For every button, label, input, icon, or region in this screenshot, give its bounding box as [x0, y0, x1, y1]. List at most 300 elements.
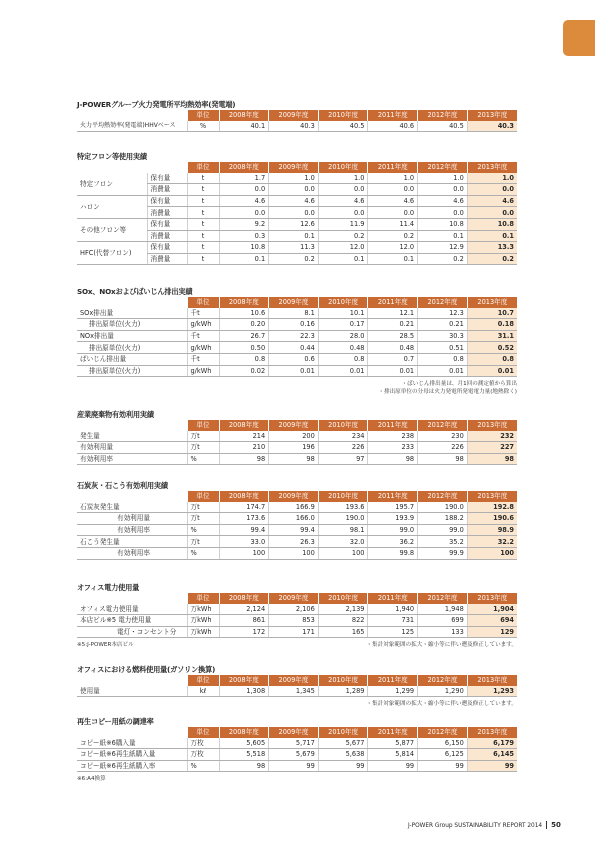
cell-value: 172	[219, 626, 269, 638]
cell-value: 33.0	[219, 536, 269, 548]
cell-value: 0.01	[418, 365, 468, 377]
footnote: ・ばいじん排出量は、月1回の測定値から算出	[401, 381, 517, 388]
cell-value: 36.2	[368, 536, 418, 548]
cell-value-latest: 0.18	[467, 319, 517, 331]
cell-value: 99.4	[269, 524, 319, 536]
cell-value-latest: 100	[467, 547, 517, 559]
row-label: 消費量	[147, 230, 187, 242]
page-number: 50	[546, 821, 561, 829]
table-header-row	[77, 675, 517, 686]
cell-value-latest: 98.9	[467, 524, 517, 536]
table-row	[77, 760, 517, 772]
cell-value: 5,877	[368, 738, 418, 749]
cell-value-latest: 1.0	[467, 173, 517, 184]
row-unit: t	[187, 184, 219, 196]
table-row	[77, 524, 517, 536]
cell-value: 1,345	[269, 686, 319, 697]
cell-value-latest: 31.1	[467, 330, 517, 342]
cell-value-latest: 99	[467, 760, 517, 772]
cell-value: 1.0	[269, 173, 319, 184]
cell-value: 0.0	[368, 207, 418, 219]
year-header: 2011年度	[368, 110, 418, 121]
cell-value: 5,679	[269, 749, 319, 761]
unit-header: 単位	[187, 420, 219, 431]
year-header: 2011年度	[368, 593, 418, 604]
cell-value: 0.01	[318, 365, 368, 377]
section-title: J-POWERグループ火力発電所平均熱効率(発電端)	[77, 100, 236, 109]
row-unit: t	[187, 218, 219, 230]
cell-value: 1.7	[219, 173, 269, 184]
cell-value: 12.1	[368, 308, 418, 319]
table-header-row	[77, 491, 517, 502]
row-label: 本店ビル※5 電力使用量	[77, 615, 187, 627]
row-label: 有効利用量	[77, 513, 187, 525]
sox-nox-table	[77, 297, 517, 377]
cell-value: 0.50	[219, 342, 269, 354]
cell-value: 12.0	[368, 242, 418, 254]
section-title: 特定フロン等使用実績	[77, 152, 147, 161]
year-header: 2008年度	[219, 420, 269, 431]
cell-value-latest: 0.52	[467, 342, 517, 354]
cell-value: 822	[318, 615, 368, 627]
section-office-fuel	[77, 664, 517, 708]
row-unit: %	[187, 453, 219, 465]
cell-value: 190.0	[418, 502, 468, 513]
cell-value: 40.1	[219, 121, 269, 132]
cell-value: 1,299	[368, 686, 418, 697]
row-label: ばいじん排出量	[77, 353, 187, 365]
cell-value: 32.0	[318, 536, 368, 548]
cell-value: 10.8	[418, 218, 468, 230]
row-label: 使用量	[77, 686, 187, 697]
cell-value-latest: 98	[467, 453, 517, 465]
cell-value: 5,518	[219, 749, 269, 761]
cell-value: 200	[269, 431, 319, 442]
row-label: 保有量	[147, 218, 187, 230]
cell-value: 99.0	[418, 524, 468, 536]
cell-value-latest: 1,293	[467, 686, 517, 697]
row-label: 火力平均熱効率(発電端)HHVベース	[77, 121, 187, 132]
table-header-row	[77, 727, 517, 738]
group-label: HFC(代替フロン)	[77, 242, 147, 265]
cell-value: 0.21	[418, 319, 468, 331]
cell-value-latest: 0.0	[467, 184, 517, 196]
row-label: 発生量	[77, 431, 187, 442]
footnote: ・集計対象範囲の拡大・縮小等に伴い遡及修正しています。	[366, 701, 517, 708]
row-unit: t	[187, 242, 219, 254]
cell-value: 0.1	[219, 253, 269, 265]
section-sox-nox	[77, 286, 517, 396]
table-row	[77, 686, 517, 697]
table-header-row	[77, 593, 517, 604]
table-row	[77, 195, 517, 207]
cell-value: 40.5	[318, 121, 368, 132]
year-header: 2010年度	[318, 420, 368, 431]
year-header: 2009年度	[269, 162, 319, 173]
cell-value: 1.0	[418, 173, 468, 184]
group-label: 特定フロン	[77, 173, 147, 196]
cell-value: 98	[219, 453, 269, 465]
table-row	[77, 513, 517, 525]
cell-value-latest: 4.6	[467, 195, 517, 207]
table-row	[77, 749, 517, 761]
year-header: 2011年度	[368, 491, 418, 502]
cell-value: 0.2	[368, 230, 418, 242]
year-header: 2012年度	[418, 420, 468, 431]
section-title: 石炭灰・石こう有効利用実績	[77, 481, 168, 490]
table-row	[77, 453, 517, 465]
cell-value: 40.5	[418, 121, 468, 132]
cell-value: 98	[418, 453, 468, 465]
cell-value: 0.8	[418, 353, 468, 365]
section-coal-ash-gypsum	[77, 480, 517, 560]
cell-value-latest: 6,179	[467, 738, 517, 749]
year-header: 2008年度	[219, 593, 269, 604]
table-row	[77, 442, 517, 454]
cell-value: 2,139	[318, 604, 368, 615]
cell-value: 11.3	[269, 242, 319, 254]
cell-value: 2,124	[219, 604, 269, 615]
thermal-efficiency-table	[77, 110, 517, 132]
cell-value: 214	[219, 431, 269, 442]
section-title: 産業廃棄物有効利用実績	[77, 410, 154, 419]
year-header: 2013年度	[467, 420, 517, 431]
cell-value: 166.9	[269, 502, 319, 513]
cell-value: 0.0	[269, 184, 319, 196]
row-unit: 万t	[187, 513, 219, 525]
year-header: 2009年度	[269, 491, 319, 502]
cell-value: 99.0	[368, 524, 418, 536]
cell-value: 0.17	[318, 319, 368, 331]
year-header: 2009年度	[269, 297, 319, 308]
year-header: 2008年度	[219, 675, 269, 686]
cell-value: 230	[418, 431, 468, 442]
cell-value: 1.0	[368, 173, 418, 184]
cell-value-latest: 10.7	[467, 308, 517, 319]
cell-value-latest: 232	[467, 431, 517, 442]
year-header: 2008年度	[219, 491, 269, 502]
cell-value: 1,289	[318, 686, 368, 697]
cell-value: 190.0	[318, 513, 368, 525]
table-row	[77, 536, 517, 548]
section-title: SOx、NOxおよびばいじん排出実績	[77, 287, 193, 296]
cell-value-latest: 13.3	[467, 242, 517, 254]
year-header: 2012年度	[418, 491, 468, 502]
row-label: 消費量	[147, 184, 187, 196]
section-fluorocarbon	[77, 151, 517, 265]
table-row	[77, 502, 517, 513]
row-unit: 万t	[187, 431, 219, 442]
cell-value: 0.0	[269, 207, 319, 219]
table-row	[77, 547, 517, 559]
row-unit: t	[187, 253, 219, 265]
cell-value-latest: 10.8	[467, 218, 517, 230]
cell-value: 238	[368, 431, 418, 442]
cell-value: 0.0	[219, 207, 269, 219]
row-label: 有効利用率	[77, 524, 187, 536]
section-industrial-waste	[77, 409, 517, 465]
table-header-row	[77, 297, 517, 308]
year-header: 2011年度	[368, 675, 418, 686]
unit-header: 単位	[187, 162, 219, 173]
row-unit: 万枚	[187, 749, 219, 761]
cell-value: 0.01	[269, 365, 319, 377]
cell-value: 0.02	[219, 365, 269, 377]
cell-value-latest: 129	[467, 626, 517, 638]
table-row	[77, 604, 517, 615]
cell-value-latest: 40.3	[467, 121, 517, 132]
section-title: 再生コピー用紙の調達率	[77, 717, 154, 726]
year-header: 2011年度	[368, 727, 418, 738]
row-label: 消費量	[147, 207, 187, 219]
cell-value-latest: 0.0	[467, 207, 517, 219]
cell-value-latest: 0.8	[467, 353, 517, 365]
year-header: 2013年度	[467, 110, 517, 121]
cell-value: 0.1	[269, 230, 319, 242]
row-label: オフィス電力使用量	[77, 604, 187, 615]
row-label: コピー紙※6再生紙購入率	[77, 760, 187, 772]
cell-value: 0.0	[368, 184, 418, 196]
unit-header: 単位	[187, 491, 219, 502]
cell-value: 4.6	[219, 195, 269, 207]
cell-value: 699	[418, 615, 468, 627]
year-header: 2008年度	[219, 162, 269, 173]
cell-value-latest: 192.8	[467, 502, 517, 513]
row-label: 有効利用率	[77, 453, 187, 465]
row-unit: 千t	[187, 308, 219, 319]
row-label: コピー紙※6購入量	[77, 738, 187, 749]
cell-value-latest: 694	[467, 615, 517, 627]
table-row	[77, 738, 517, 749]
row-unit: t	[187, 207, 219, 219]
cell-value: 1.0	[318, 173, 368, 184]
table-header-row	[77, 110, 517, 121]
row-label: 保有量	[147, 173, 187, 184]
row-label: 消費量	[147, 253, 187, 265]
table-row	[77, 626, 517, 638]
row-unit: g/kWh	[187, 319, 219, 331]
cell-value: 0.1	[418, 230, 468, 242]
cell-value: 12.9	[418, 242, 468, 254]
year-header: 2012年度	[418, 675, 468, 686]
year-header: 2011年度	[368, 420, 418, 431]
cell-value: 99	[269, 760, 319, 772]
cell-value: 99.8	[368, 547, 418, 559]
cell-value-latest: 0.01	[467, 365, 517, 377]
row-label: 有効利用率	[77, 547, 187, 559]
cell-value: 0.1	[368, 253, 418, 265]
row-unit: t	[187, 230, 219, 242]
cell-value: 226	[318, 442, 368, 454]
year-header: 2009年度	[269, 675, 319, 686]
year-header: 2008年度	[219, 297, 269, 308]
cell-value: 12.6	[269, 218, 319, 230]
year-header: 2010年度	[318, 110, 368, 121]
cell-value: 30.3	[418, 330, 468, 342]
cell-value: 10.6	[219, 308, 269, 319]
cell-value: 0.0	[219, 184, 269, 196]
year-header: 2012年度	[418, 110, 468, 121]
coal-ash-table	[77, 491, 517, 560]
cell-value: 5,638	[318, 749, 368, 761]
cell-value: 11.4	[368, 218, 418, 230]
year-header: 2013年度	[467, 162, 517, 173]
year-header: 2013年度	[467, 675, 517, 686]
year-header: 2010年度	[318, 727, 368, 738]
cell-value: 1,948	[418, 604, 468, 615]
report-name: J-POWER Group SUSTAINABILITY REPORT 2014	[408, 823, 543, 829]
cell-value-latest: 1,904	[467, 604, 517, 615]
cell-value: 0.51	[418, 342, 468, 354]
year-header: 2013年度	[467, 727, 517, 738]
unit-header: 単位	[187, 593, 219, 604]
cell-value: 22.3	[269, 330, 319, 342]
cell-value: 6,125	[418, 749, 468, 761]
cell-value: 100	[318, 547, 368, 559]
row-label: 有効利用量	[77, 442, 187, 454]
cell-value: 0.44	[269, 342, 319, 354]
row-label: 石こう発生量	[77, 536, 187, 548]
row-label: 保有量	[147, 242, 187, 254]
year-header: 2012年度	[418, 593, 468, 604]
office-fuel-table	[77, 675, 517, 697]
cell-value: 193.9	[368, 513, 418, 525]
row-unit: 万kWh	[187, 604, 219, 615]
fluorocarbon-table	[77, 162, 517, 265]
cell-value: 234	[318, 431, 368, 442]
table-row	[77, 615, 517, 627]
cell-value: 8.1	[269, 308, 319, 319]
page-footer	[408, 821, 578, 829]
cell-value: 133	[418, 626, 468, 638]
year-header: 2012年度	[418, 297, 468, 308]
table-row	[77, 353, 517, 365]
row-label: NOx排出量	[77, 330, 187, 342]
cell-value: 173.6	[219, 513, 269, 525]
year-header: 2012年度	[418, 727, 468, 738]
cell-value: 193.6	[318, 502, 368, 513]
cell-value: 0.0	[418, 207, 468, 219]
year-header: 2010年度	[318, 297, 368, 308]
footnote: ・集計対象範囲の拡大・縮小等に伴い遡及修正しています。	[366, 642, 517, 649]
year-header: 2013年度	[467, 491, 517, 502]
cell-value: 0.8	[318, 353, 368, 365]
cell-value: 0.48	[368, 342, 418, 354]
row-unit: 万t	[187, 536, 219, 548]
cell-value: 99.4	[219, 524, 269, 536]
cell-value: 12.0	[318, 242, 368, 254]
table-row	[77, 242, 517, 254]
row-unit: 千t	[187, 353, 219, 365]
table-header-row	[77, 420, 517, 431]
cell-value: 171	[269, 626, 319, 638]
cell-value: 1,940	[368, 604, 418, 615]
row-unit: g/kWh	[187, 365, 219, 377]
footnote: ※6:A4換算	[77, 776, 106, 783]
cell-value: 0.6	[269, 353, 319, 365]
year-header: 2009年度	[269, 420, 319, 431]
table-row	[77, 121, 517, 132]
section-title: オフィスにおける燃料使用量(ガソリン換算)	[77, 665, 216, 674]
cell-value: 166.0	[269, 513, 319, 525]
row-unit: 万kWh	[187, 615, 219, 627]
year-header: 2010年度	[318, 162, 368, 173]
row-unit: %	[187, 524, 219, 536]
cell-value: 125	[368, 626, 418, 638]
year-header: 2012年度	[418, 162, 468, 173]
cell-value: 98	[368, 453, 418, 465]
cell-value: 0.3	[219, 230, 269, 242]
cell-value: 0.2	[269, 253, 319, 265]
row-label: 電灯・コンセント分	[77, 626, 187, 638]
cell-value: 210	[219, 442, 269, 454]
cell-value: 226	[418, 442, 468, 454]
cell-value: 853	[269, 615, 319, 627]
year-header: 2010年度	[318, 491, 368, 502]
section-title: オフィス電力使用量	[77, 583, 140, 592]
cell-value: 0.7	[368, 353, 418, 365]
row-unit: %	[187, 547, 219, 559]
table-row	[77, 173, 517, 184]
cell-value: 0.21	[368, 319, 418, 331]
unit-header: 単位	[187, 110, 219, 121]
unit-header: 単位	[187, 675, 219, 686]
recycled-paper-table	[77, 727, 517, 772]
cell-value: 233	[368, 442, 418, 454]
year-header: 2009年度	[269, 593, 319, 604]
cell-value: 861	[219, 615, 269, 627]
row-label: 石炭灰発生量	[77, 502, 187, 513]
table-header-row	[77, 162, 517, 173]
row-unit: 万t	[187, 442, 219, 454]
cell-value: 6,150	[418, 738, 468, 749]
cell-value: 0.48	[318, 342, 368, 354]
cell-value-latest: 6,145	[467, 749, 517, 761]
industrial-waste-table	[77, 420, 517, 465]
cell-value: 0.16	[269, 319, 319, 331]
year-header: 2009年度	[269, 110, 319, 121]
cell-value: 0.01	[368, 365, 418, 377]
cell-value-latest: 0.2	[467, 253, 517, 265]
unit-header: 単位	[187, 727, 219, 738]
table-row	[77, 431, 517, 442]
cell-value: 12.3	[418, 308, 468, 319]
year-header: 2013年度	[467, 593, 517, 604]
table-row	[77, 330, 517, 342]
cell-value: 35.2	[418, 536, 468, 548]
table-row	[77, 319, 517, 331]
cell-value: 4.6	[269, 195, 319, 207]
row-unit: 万t	[187, 502, 219, 513]
cell-value: 40.6	[368, 121, 418, 132]
cell-value: 5,677	[318, 738, 368, 749]
table-row	[77, 365, 517, 377]
section-recycled-paper	[77, 716, 517, 783]
section-thermal-efficiency	[77, 99, 517, 132]
cell-value: 165	[318, 626, 368, 638]
cell-value-latest: 0.1	[467, 230, 517, 242]
footnote: ・排出原単位の分母は火力発電所発電電力量(地熱除く)	[378, 389, 517, 396]
row-unit: kℓ	[187, 686, 219, 697]
table-row	[77, 308, 517, 319]
cell-value: 4.6	[368, 195, 418, 207]
cell-value: 1,290	[418, 686, 468, 697]
group-label: その他フロン等	[77, 218, 147, 241]
cell-value: 731	[368, 615, 418, 627]
row-label: 保有量	[147, 195, 187, 207]
cell-value: 100	[219, 547, 269, 559]
cell-value: 9.2	[219, 218, 269, 230]
